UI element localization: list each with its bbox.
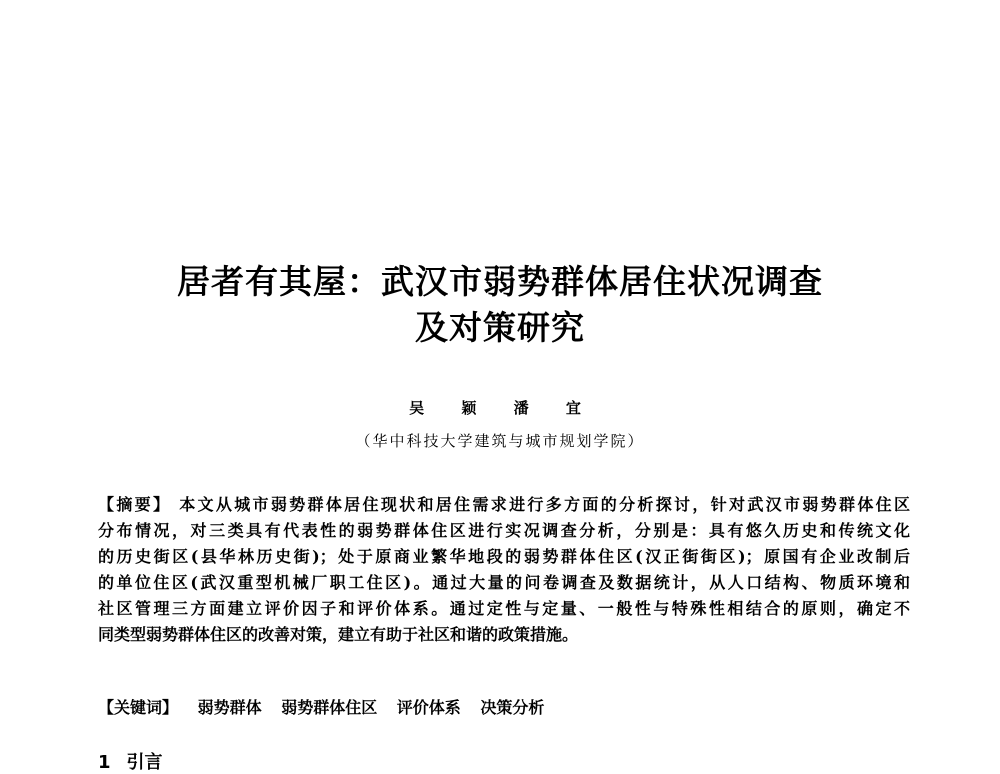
- keywords-label: 【关键词】: [98, 698, 179, 717]
- section-title: 引言: [126, 752, 163, 773]
- keywords: [98, 695, 910, 718]
- author-name: 潘 宜: [513, 399, 591, 417]
- keyword: 评价体系: [396, 698, 461, 717]
- abstract-line: 社区管理三方面建立评价因子和评价体系。通过定性与定量、一般性与特殊性相结合的原则，确定不: [98, 599, 910, 618]
- section-number: 1: [98, 752, 111, 773]
- paper-title-line-2: 及对策研究: [415, 308, 585, 347]
- abstract-label: 【摘要】: [98, 495, 172, 514]
- abstract: [98, 492, 910, 648]
- abstract-line: 的历史街区(县华林历史街)；处于原商业繁华地段的弱势群体住区(汉正街街区)；原国有企业改制后: [98, 547, 910, 566]
- keyword: 决策分析: [480, 698, 545, 717]
- keyword: 弱势群体住区: [281, 698, 378, 717]
- keyword: 弱势群体: [197, 698, 262, 717]
- abstract-line: 的单位住区(武汉重型机械厂职工住区)。通过大量的问卷调查及数据统计，从人口结构、物质环境和: [98, 573, 910, 592]
- author-name: 吴 颖: [409, 399, 487, 417]
- abstract-text: 本文从城市弱势群体居住现状和居住需求进行多方面的分析探讨，针对武汉市弱势群体住区: [179, 495, 910, 514]
- abstract-line: 同类型弱势群体住区的改善对策，建立有助于社区和谐的政策措施。: [98, 625, 579, 644]
- paper-title-line-1: 居者有其屋：武汉市弱势群体居住状况调查: [177, 262, 823, 301]
- author-list: [0, 397, 1000, 418]
- abstract-line: 分布情况，对三类具有代表性的弱势群体住区进行实况调查分析，分别是：具有悠久历史和传统文化: [98, 521, 910, 540]
- section-heading: [98, 748, 163, 774]
- author-affiliation: （华中科技大学建筑与城市规划学院）: [355, 432, 645, 450]
- abstract-line: [98, 492, 910, 518]
